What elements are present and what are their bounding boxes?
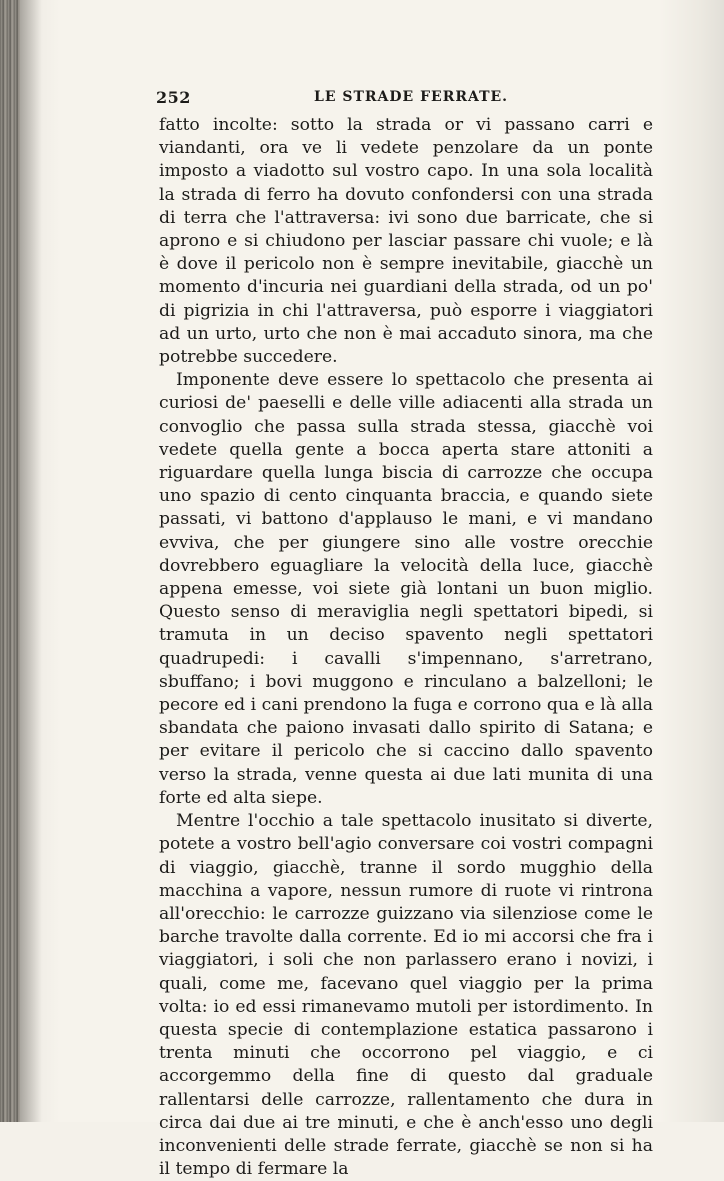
book-binding	[0, 0, 20, 1122]
running-header	[156, 88, 654, 110]
body-text	[159, 114, 653, 1181]
running-title: LE STRADE FERRATE.	[314, 89, 509, 105]
paragraph: fatto incolte: sotto la strada or vi passano carri e viandanti, ora ve li vedete penzolare da un ponte imposto a viadotto sul vostro capo. In una sola località la strada di ferro ha dovuto confondersi con una strada di terra che l'attraversa: ivi sono due barricate, che si aprono e si chiudono per lasciar passare chi vuole; e là è dove il pericolo non è sempre inevitabile, giacchè un momento d'incuria nei guardiani della strada, od un po' di pigrizia in chi l'attraversa, può esporre i viaggiatori ad un urto, urto che non è mai accaduto sinora, ma che potrebbe succedere.	[159, 115, 653, 368]
page-number: 252	[156, 88, 191, 107]
gutter-shadow	[20, 0, 42, 1122]
paragraph: Mentre l'occhio a tale spettacolo inusitato si diverte, potete a vostro bell'agio conversare coi vostri compagni di viaggio, giacchè, tranne il sordo mugghio della macchina a vapore, nessun rumore di ruote vi rintrona all'orecchio: le carrozze guizzano via silenziose come le barche travolte dalla corrente. Ed io mi accorsi che fra i viaggiatori, i soli che non parlassero erano i novizi, i quali, come me, facevano quel viaggio per la prima volta: io ed essi rimanevamo mutoli per istordimento. In questa specie di contemplazione estatica passarono i trenta minuti che occorrono pel viaggio, e ci accorgemmo della fine di questo dal graduale rallentarsi delle carrozze, rallentamento che dura in circa dai due ai tre minuti, e che è anch'esso uno degli inconvenienti delle strade ferrate, giacchè se non si ha il tempo di fermare la	[159, 811, 653, 1180]
paragraph: Imponente deve essere lo spettacolo che presenta ai curiosi de' paeselli e delle ville adiacenti alla strada un convoglio che passa sulla strada stessa, giacchè voi vedete quella gente a bocca aperta stare attoniti a riguardare quella lunga biscia di carrozze che occupa uno spazio di cento cinquanta braccia, e quando siete passati, vi battono d'applauso le mani, e vi mandano evviva, che per giungere sino alle vostre orecchie dovrebbero eguagliare la velocità della luce, giacchè appena emesse, voi siete già lontani un buon miglio. Questo senso di meraviglia negli spettatori bipedi, si tramuta in un deciso spavento negli spettatori quadrupedi: i cavalli s'impennano, s'arretrano, sbuffano; i bovi muggono e rinculano a balzelloni; le pecore ed i cani prendono la fuga e corrono qua e là alla sbandata che paiono invasati dallo spirito di Satana; e per evitare il pericolo che si caccino dallo spavento verso la strada, venne questa ai due lati munita di una forte ed alta siepe.	[159, 370, 653, 808]
